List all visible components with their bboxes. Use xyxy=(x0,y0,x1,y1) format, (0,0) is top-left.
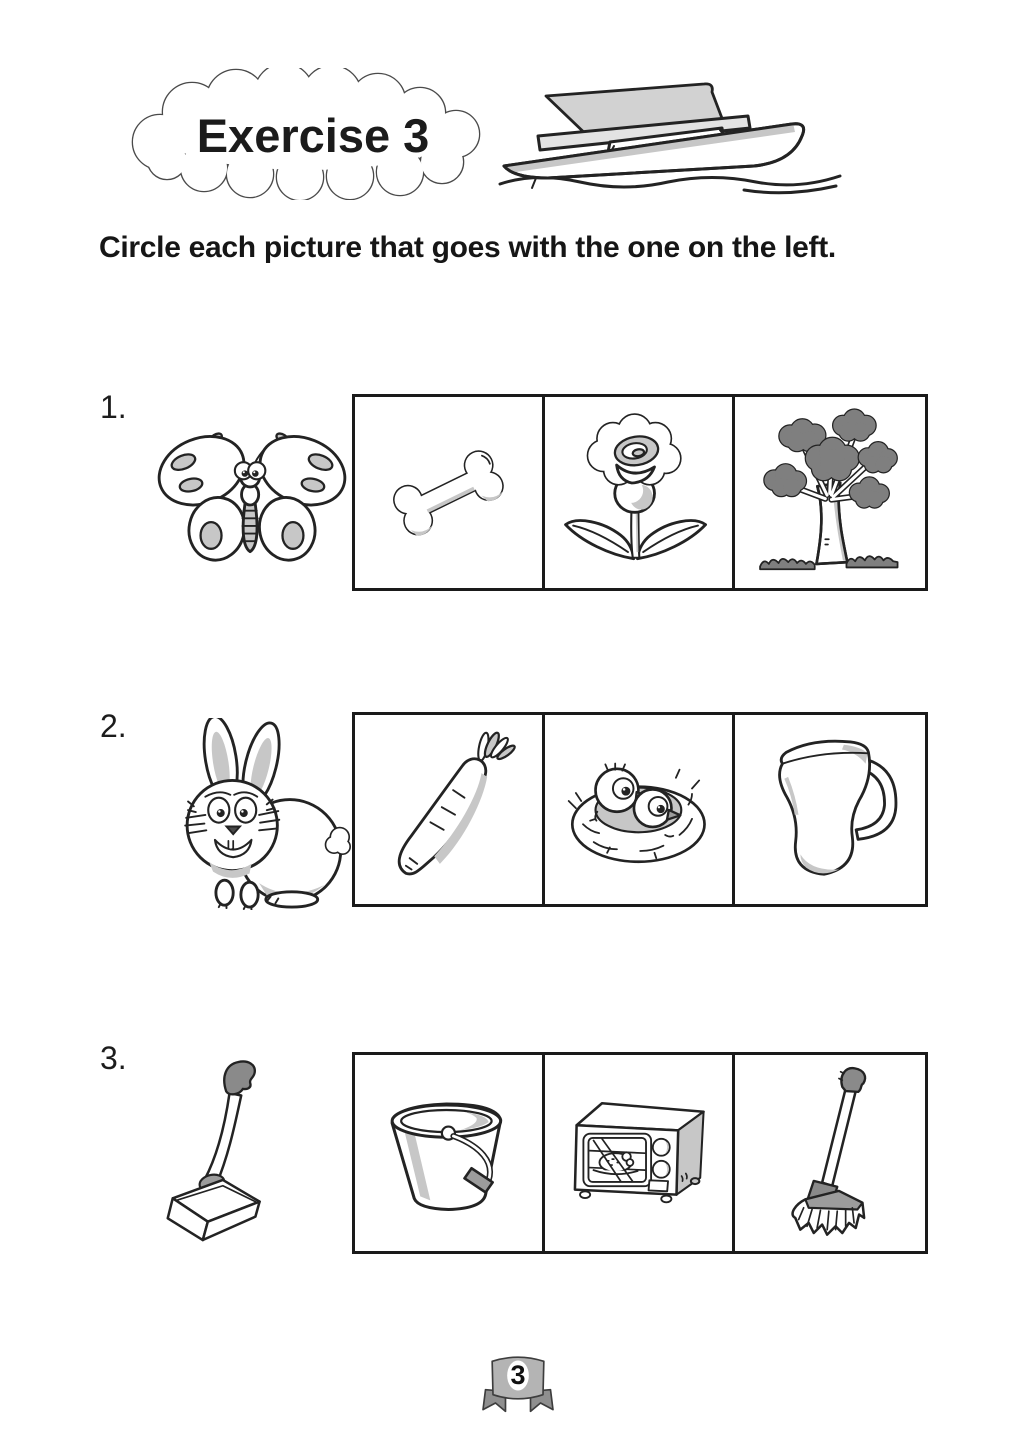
row-2-prompt xyxy=(170,718,354,910)
bone-illustration xyxy=(368,407,529,579)
row-2-number: 2. xyxy=(100,708,127,744)
row-1-number: 1. xyxy=(100,389,127,425)
row-3-number: 3. xyxy=(100,1040,127,1076)
row-3-option-broom[interactable] xyxy=(735,1055,925,1251)
row-1-option-bone[interactable] xyxy=(355,397,545,588)
dustpan-illustration xyxy=(146,1043,288,1265)
row-3-option-bucket[interactable] xyxy=(355,1055,545,1251)
bucket-illustration xyxy=(368,1065,529,1241)
row-2-option-jug[interactable] xyxy=(735,715,925,904)
jug-illustration xyxy=(748,724,911,894)
row-1-option-tree[interactable] xyxy=(735,397,925,588)
row-2-options-grid xyxy=(352,712,928,907)
row-3-options-grid xyxy=(352,1052,928,1254)
toaster-oven-illustration xyxy=(558,1065,719,1241)
carrot-illustration xyxy=(368,724,529,894)
broom-illustration xyxy=(748,1065,911,1241)
row-2-option-carrot[interactable] xyxy=(355,715,545,904)
instruction-text: Circle each picture that goes with the one on the left. xyxy=(99,231,836,264)
row-1-prompt xyxy=(152,420,352,570)
exercise-title-cloud xyxy=(112,68,514,200)
boat-illustration xyxy=(496,76,844,198)
rabbit-illustration xyxy=(170,718,354,910)
page-number-ribbon xyxy=(472,1348,564,1418)
row-1-options-grid xyxy=(352,394,928,591)
row-3-prompt xyxy=(146,1043,288,1265)
flower-illustration xyxy=(558,407,719,579)
row-2-option-birds-in-nest[interactable] xyxy=(545,715,735,904)
row-3-option-toaster-oven[interactable] xyxy=(545,1055,735,1251)
butterfly-illustration xyxy=(152,420,352,570)
exercise-title: Exercise 3 xyxy=(196,109,430,162)
tree-illustration xyxy=(748,407,911,579)
row-1-option-flower[interactable] xyxy=(545,397,735,588)
birds-in-nest-illustration xyxy=(558,724,719,894)
page-number: 3 xyxy=(510,1360,526,1390)
